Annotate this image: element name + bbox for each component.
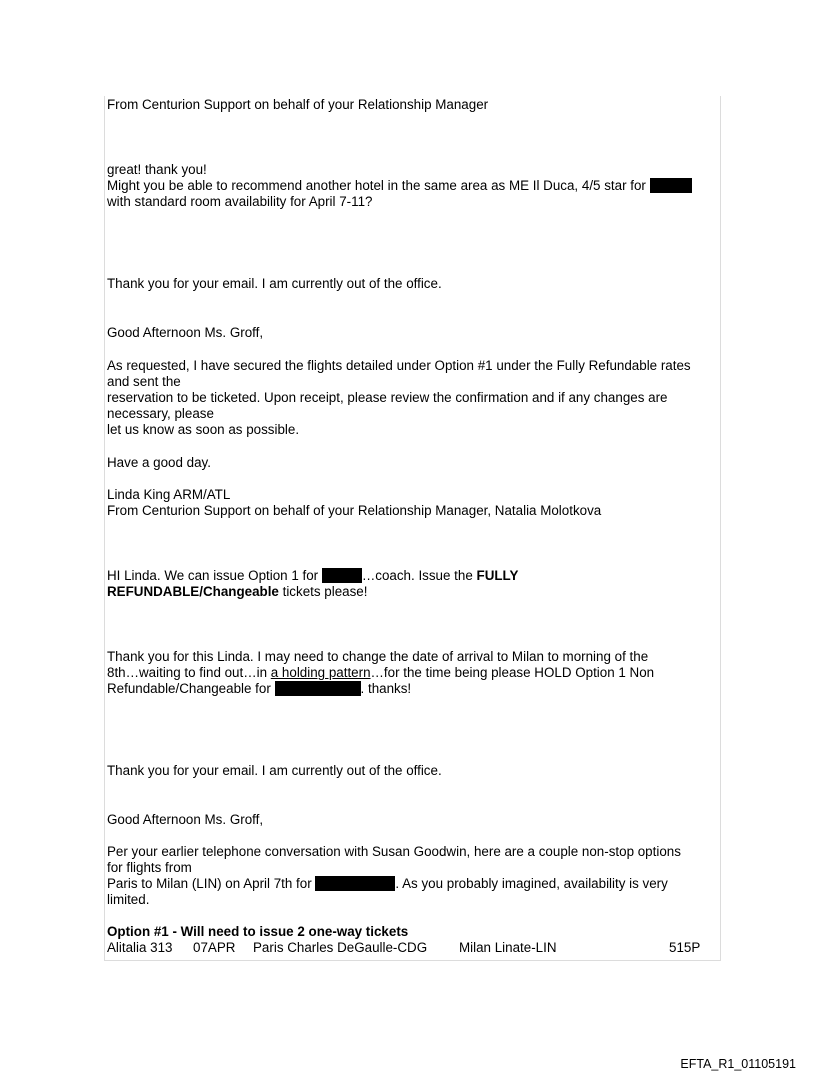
document-id: EFTA_R1_01105191 (680, 1057, 796, 1071)
flight-origin: Paris Charles DeGaulle-CDG (253, 940, 428, 955)
reply2-line2 (107, 584, 367, 600)
redaction-block (650, 178, 692, 193)
reply3-text-d: Refundable/Changeable for (107, 681, 271, 696)
reply2-text-c: FULLY (476, 568, 519, 583)
reply3-text-e: . thanks! (360, 681, 412, 696)
msg1-line5: let us know as soon as possible. (107, 422, 300, 437)
reply3-line3 (107, 681, 411, 697)
redaction-block (315, 876, 395, 891)
reply3-text-b: a holding pattern (270, 665, 371, 680)
flight-date: 07APR (193, 940, 236, 955)
msg1-line3: reservation to be ticketed. Upon receipt, please review the confirmation and if any changes are (107, 390, 668, 405)
reply2-text-b: …coach. Issue the (361, 568, 473, 583)
reply2-text-a: HI Linda. We can issue Option 1 for (107, 568, 319, 583)
option1-title: Option #1 - Will need to issue 2 one-way tickets (107, 924, 409, 939)
msg2-text-a: Paris to Milan (LIN) on April 7th for (107, 876, 312, 891)
out-of-office-2: Thank you for your email. I am currently out of the office. (107, 763, 442, 778)
reply2-line1 (107, 568, 518, 584)
flight-airline: Alitalia 313 (107, 940, 173, 955)
reply3-line1: Thank you for this Linda. I may need to change the date of arrival to Milan to morning of the (107, 649, 649, 664)
msg1-line4: necessary, please (107, 406, 214, 421)
have-good-day: Have a good day. (107, 455, 211, 470)
redaction-block (275, 681, 361, 696)
flight-row (107, 940, 711, 956)
flight-destination: Milan Linate-LIN (459, 940, 557, 955)
reply1-line1: great! thank you! (107, 162, 207, 177)
reply1-line3: with standard room availability for April 7-11? (107, 194, 373, 209)
msg2-line3 (107, 876, 668, 892)
msg1-line2: and sent the (107, 374, 181, 389)
reply1-line2-text: Might you be able to recommend another hotel in the same area as ME Il Duca, 4/5 star for (107, 178, 646, 193)
reply3-text-a: 8th…waiting to find out…in (107, 665, 271, 680)
header-line: From Centurion Support on behalf of your Relationship Manager (107, 97, 489, 112)
msg2-line4: limited. (107, 892, 150, 907)
flight-time: 515P (669, 940, 701, 955)
email-thread-frame (104, 96, 721, 961)
greeting-2: Good Afternoon Ms. Groff, (107, 812, 264, 827)
signature-from: From Centurion Support on behalf of your Relationship Manager, Natalia Molotkova (107, 503, 602, 518)
redaction-block (322, 568, 362, 583)
reply3-text-c: …for the time being please HOLD Option 1 Non (370, 665, 655, 680)
signature-name: Linda King ARM/ATL (107, 487, 231, 502)
reply1-line2 (107, 178, 692, 194)
reply2-text-e: tickets please! (282, 584, 368, 599)
greeting-1: Good Afternoon Ms. Groff, (107, 325, 264, 340)
out-of-office-1: Thank you for your email. I am currently out of the office. (107, 276, 442, 291)
msg2-line2: for flights from (107, 860, 192, 875)
reply3-line2 (107, 665, 654, 681)
msg1-line1: As requested, I have secured the flights detailed under Option #1 under the Fully Refundable rates (107, 358, 691, 373)
msg2-text-b: . As you probably imagined, availability is very (395, 876, 668, 891)
reply2-text-d: REFUNDABLE/Changeable (107, 584, 279, 599)
msg2-line1: Per your earlier telephone conversation with Susan Goodwin, here are a couple non-stop options (107, 844, 681, 859)
